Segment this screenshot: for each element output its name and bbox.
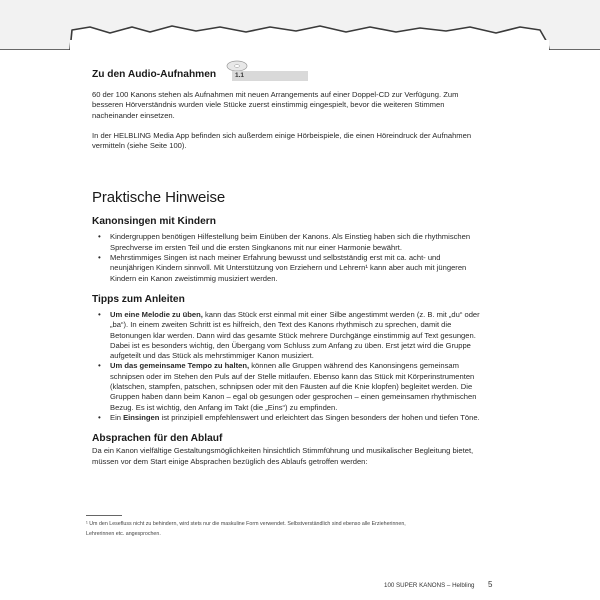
track-badge [232,71,308,81]
list-item-bold: Um eine Melodie zu üben, [110,309,203,319]
page-number: 5 [488,580,493,589]
section-heading-tips: Tipps zum Anleiten [92,293,185,305]
list-item [96,310,482,361]
list-item [96,361,482,412]
list-item: • Mehrstimmiges Singen ist nach meiner Erfahrung bewusst und selbstständig erst mit ca. acht- und neunjährigen Kindern sinnvoll. Mit Unterstützung von Erziehern und Lehrern¹ kann aber auch mit jüngeren Kindern ein Kanon zweistimmig musiziert werden. [96,253,482,284]
section-heading-agreements: Absprachen für den Ablauf [92,433,223,445]
list-item: • Kindergruppen benötigen Hilfestellung beim Einüben der Kanons. Als Einstieg haben sich die rhythmischen Sprechverse im ersten Teil und die ersten Singkanons mit nur einer Harmonie bewährt. [96,232,482,253]
footnote-line-2: Lehrerinnen etc. angesprochen. [86,531,161,537]
children-list [86,232,482,283]
track-badge-number: 1.1 [235,72,245,79]
audio-title-row [86,64,482,84]
cd-icon [226,58,248,72]
tips-list [86,310,482,423]
audio-section-title: Zu den Audio-Aufnahmen [92,69,217,80]
torn-paper-edge [0,0,600,50]
list-item-text: Ein Einsingen ist prinzipiell empfehlenswert und erleichtert das Singen besonders der hohen und tiefen Töne. [110,412,480,422]
running-footer: 100 SUPER KANONS – Helbling [384,582,475,589]
list-item [96,413,482,423]
list-item-text: können alle Gruppen während des Kanonsingens gemeinsam schnipsen oder im Stehen den Puls auf der Stelle mitlaufen. Ebenso kann das Stück mit Körperinstrumenten (klatschen, stampfen, patschen, schnipsen oder mit den Fäusten auf die Knie klopfen) begleitet werden. Die Gruppen haben dann beim Kanon – egal ob gesungen oder gesprochen – einen gemeinsamen rhythmischen Bezug. Es ist wichtig, den Anfang im Takt (die „Eins“) zu empfinden. [110,361,477,412]
page-content [86,60,482,467]
agreements-paragraph: Da ein Kanon vielfältige Gestaltungsmöglichkeiten hinsichtlich Stimmführung und musikalischer Begleitung bietet, müssen vor dem Start einige Absprachen bezüglich des Ablaufs getroffen werden: [92,446,474,466]
footnote [86,519,486,539]
footnote-line-1: ¹ Um den Lesefluss nicht zu behindern, wird stets nur die maskuline Form verwendet. Selbstverständlich sind ebenso alle Erzieherinnen, [86,521,406,527]
list-item-text: kann das Stück erst einmal mit einer Silbe angestimmt werden (z. B. mit „du“ oder „ba“). In einem zweiten Schritt ist es hilfreich, den Text des Kanons rhythmisch zu sprechen, damit die Betonungen klar werden. Dann wird das gesamte Stück mehrere Durchgänge einstimmig auf Text gesungen. Dabei ist es besonders wichtig, den Übergang vom Schluss zum Anfang zu üben. Erst jetzt wird die Gruppe aufgeteilt und das Stück als mehrstimmiger Kanon musiziert. [110,309,480,361]
audio-paragraph-1: 60 der 100 Kanons stehen als Aufnahmen mit neuen Arrangements auf einer Doppel-CD zur Verfügung. Zum besseren Hörverständnis wurden viele Stücke zuerst einstimmig eingespielt, bevor die weiteren Stimmen nacheinander einsetzen. [92,90,459,120]
list-item-bold: Um das gemeinsame Tempo zu halten, [110,361,250,371]
section-heading-children: Kanonsingen mit Kindern [92,216,216,228]
main-heading: Praktische Hinweise [92,189,226,207]
audio-paragraph-2: In der HELBLING Media App befinden sich außerdem einige Hörbeispiele, die einen Höreindruck der Aufnahmen vermitteln (siehe Seite 100). [92,130,472,151]
footnote-separator [86,515,122,516]
